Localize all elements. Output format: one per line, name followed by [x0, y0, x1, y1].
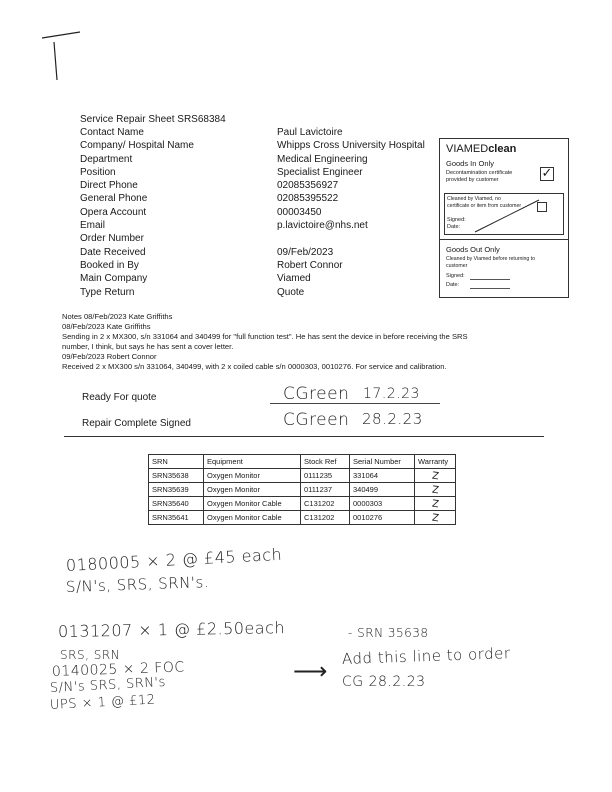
goods-out-signed-line [470, 279, 510, 280]
arrow-icon: ⟶ [293, 657, 328, 685]
table-row [149, 511, 456, 525]
table-cell: Oxygen Monitor [204, 469, 301, 483]
viamed-clean-stamp [439, 138, 569, 298]
stamp-brand-clean: clean [488, 143, 517, 155]
complete-date: 28.2.23 [362, 410, 423, 428]
handwritten-line-4: SRS, SRN [60, 648, 121, 662]
handwritten-add-note-date: CG 28.2.23 [342, 674, 426, 690]
stamp-brand [446, 143, 516, 155]
inner-date-label: Date: [447, 224, 461, 230]
equipment-table [148, 454, 456, 525]
table-cell: 0111237 [301, 483, 350, 497]
field-labels [80, 126, 194, 299]
field-label: Opera Account [80, 206, 147, 218]
column-header: Warranty [415, 455, 456, 469]
field-label: Company/ Hospital Name [80, 140, 194, 152]
ready-for-quote-label: Ready For quote [82, 392, 157, 403]
goods-out-signed-label: Signed: [446, 273, 465, 279]
table-cell: 0010276 [350, 511, 415, 525]
field-value [277, 232, 425, 245]
field-value: Whipps Cross University Hospital [277, 140, 425, 152]
field-value: Robert Connor [277, 259, 343, 271]
note-line: Received 2 x MX300 s/n 331064, 340499, with 2 x coiled cable s/n 0000303, 0010276. For service and calibration. [62, 362, 447, 371]
notes-block [62, 312, 468, 372]
ready-date: 17.2.23 [363, 386, 420, 402]
column-header: Equipment [204, 455, 301, 469]
table-cell: Z [414, 466, 457, 486]
note-line: Sending in 2 x MX300, s/n 331064 and 340499 for "full function test". He has sent the device in before receiving the SRS [62, 332, 468, 341]
column-header: Stock Ref [301, 455, 350, 469]
handwritten-line-1: 0180005 × 2 @ £45 each [65, 544, 283, 575]
table-cell: Z [414, 508, 457, 528]
table-cell: 0000303 [350, 497, 415, 511]
field-value: 02085356927 [277, 180, 339, 192]
field-label: Direct Phone [80, 180, 138, 192]
field-value: Specialist Engineer [277, 166, 363, 178]
field-value: Viamed [277, 273, 311, 285]
repair-complete-label: Repair Complete Signed [82, 418, 191, 429]
table-cell: Oxygen Monitor [204, 483, 301, 497]
table-cell: SRN35639 [149, 483, 204, 497]
field-value: Quote [277, 286, 305, 298]
note-line: 08/Feb/2023 Kate Griffiths [62, 322, 151, 331]
table-body [149, 469, 456, 525]
handwritten-srn-note: - SRN 35638 [348, 626, 429, 640]
handwritten-line-2: S/N's, SRS, SRN's. [65, 573, 210, 596]
table-cell: SRN35638 [149, 469, 204, 483]
stamp-divider [440, 239, 568, 240]
table-cell: Oxygen Monitor Cable [204, 511, 301, 525]
field-label: Main Company [80, 273, 148, 285]
handwritten-line-5: 0140025 × 2 FOC [51, 659, 185, 680]
table-cell: 0111235 [301, 469, 350, 483]
inner-signed-label: Signed: [447, 217, 466, 223]
table-cell: Z [414, 480, 457, 500]
goods-out-note: Cleaned by Viamed before returning to customer [446, 256, 536, 269]
field-value: Paul Lavictoire [277, 127, 343, 138]
section-divider [64, 436, 544, 437]
ready-signature-line [270, 403, 440, 404]
field-label: Type Return [80, 286, 135, 298]
handwritten-line-7: UPS × 1 @ £12 [49, 692, 156, 713]
inner-note: Cleaned by Viamed, no certificate or item from customer [447, 196, 522, 209]
field-label: Contact Name [80, 127, 144, 138]
field-values [277, 126, 425, 299]
goods-in-checkbox: ✓ [541, 165, 553, 180]
field-label: Email [80, 220, 106, 232]
field-value: Medical Engineering [277, 153, 368, 165]
field-label: Order Number [80, 233, 144, 245]
note-line: 09/Feb/2023 Robert Connor [62, 352, 157, 361]
sheet-title: Service Repair Sheet SRS68384 [80, 114, 226, 125]
goods-in-title: Goods In Only [446, 159, 494, 168]
table-cell: C131202 [301, 511, 350, 525]
table-cell: 331064 [350, 469, 415, 483]
handwritten-add-note: Add this line to order [341, 644, 511, 668]
goods-out-date-line [470, 288, 510, 289]
handwritten-line-3: 0131207 × 1 @ £2.50each [57, 618, 286, 641]
column-header: Serial Number [350, 455, 415, 469]
table-cell: SRN35641 [149, 511, 204, 525]
field-value: 02085395522 [277, 193, 339, 205]
note-line: Notes 08/Feb/2023 Kate Griffiths [62, 312, 173, 321]
inner-strike-line [473, 198, 541, 234]
goods-out-date-label: Date: [446, 282, 460, 288]
note-line: number, I think, but says he has sent a cover letter. [62, 342, 234, 351]
table-cell: 340499 [350, 483, 415, 497]
ready-signature: CGreen [283, 384, 350, 404]
goods-out-title: Goods Out Only [446, 245, 500, 254]
field-label: General Phone [80, 193, 148, 205]
table-cell: SRN35640 [149, 497, 204, 511]
goods-in-inner-box [444, 193, 564, 235]
table-row [149, 469, 456, 483]
table-header-row [149, 455, 456, 469]
field-label: Date Received [80, 246, 146, 258]
field-value: p.lavictoire@nhs.net [277, 220, 368, 232]
stamp-brand-viamed: VIAMED [446, 143, 489, 155]
goods-in-note: Decontamination certificate provided by customer [446, 170, 513, 183]
corner-pen-mark [40, 28, 90, 88]
field-value: 09/Feb/2023 [277, 246, 334, 258]
table-row [149, 497, 456, 511]
table-row [149, 483, 456, 497]
column-header: SRN [149, 455, 204, 469]
field-label: Booked in By [80, 259, 139, 271]
table-cell: C131202 [301, 497, 350, 511]
table-cell: Z [414, 494, 457, 514]
field-label: Position [80, 166, 116, 178]
complete-signature: CGreen [283, 410, 350, 430]
handwritten-line-6: S/N's SRS, SRN's [49, 674, 167, 696]
field-label: Department [80, 153, 133, 165]
table-cell: Oxygen Monitor Cable [204, 497, 301, 511]
field-value: 00003450 [277, 206, 322, 218]
